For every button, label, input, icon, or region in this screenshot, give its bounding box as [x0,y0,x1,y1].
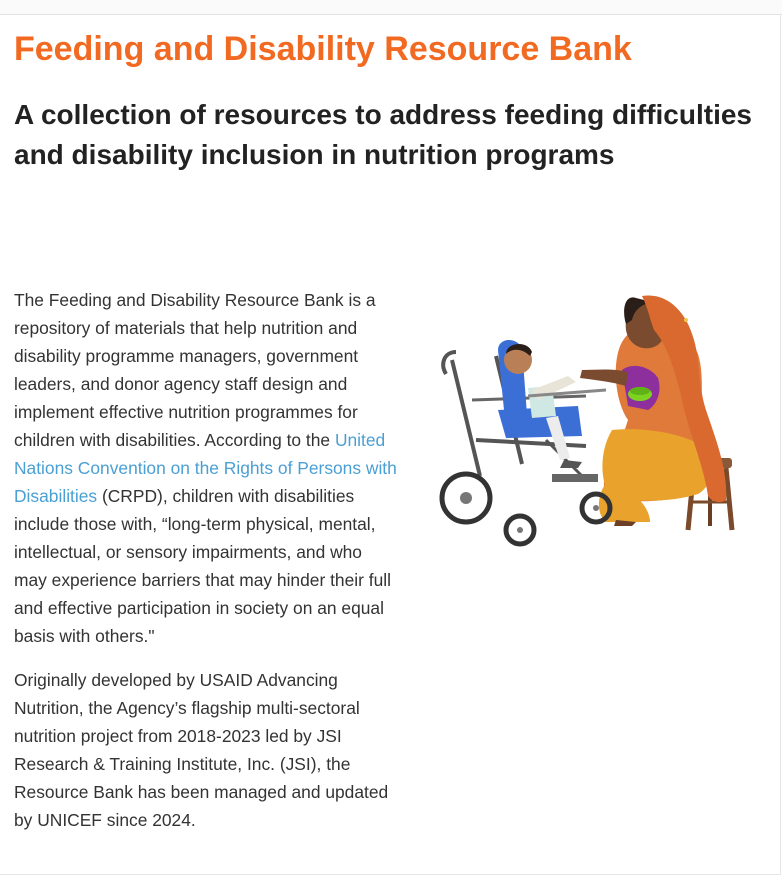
wheelchair-shape [442,352,610,544]
intro-paragraph-2: Originally developed by USAID Advancing Nutrition, the Agency’s flagship multi-sectoral nutrition project from 2018-2023 led by JSI Research & Training Institute, Inc. (JSI), the Resource Bank has been managed and updated by UNICEF since 2024. [14,670,389,830]
intro-text-after-link: (CRPD), children with disabilities include those with, “long-term physical, mental, intellectual, or sensory impairments, and who may experience barriers that may hinder their full and effective participation in society on an equal basis with others." [14,486,391,646]
child-figure [498,340,606,468]
page-title: Feeding and Disability Resource Bank [14,30,632,68]
caregiver-figure [580,295,726,526]
intro-text [14,286,399,850]
intro-paragraph-1 [14,286,399,650]
content-card [0,14,781,875]
crpd-link[interactable]: United Nations Convention on the Rights of Persons with Disabilities [14,430,397,506]
page-subtitle: A collection of resources to address feeding difficulties and disability inclusion in nutrition programs [14,99,753,170]
top-divider [0,0,782,15]
feeding-illustration [436,290,746,562]
intro-text-before-link: The Feeding and Disability Resource Bank is a repository of materials that help nutrition and disability programme managers, government leaders, and donor agency staff design and implement effective nutrition programmes for children with disabilities. According to the [14,290,376,450]
